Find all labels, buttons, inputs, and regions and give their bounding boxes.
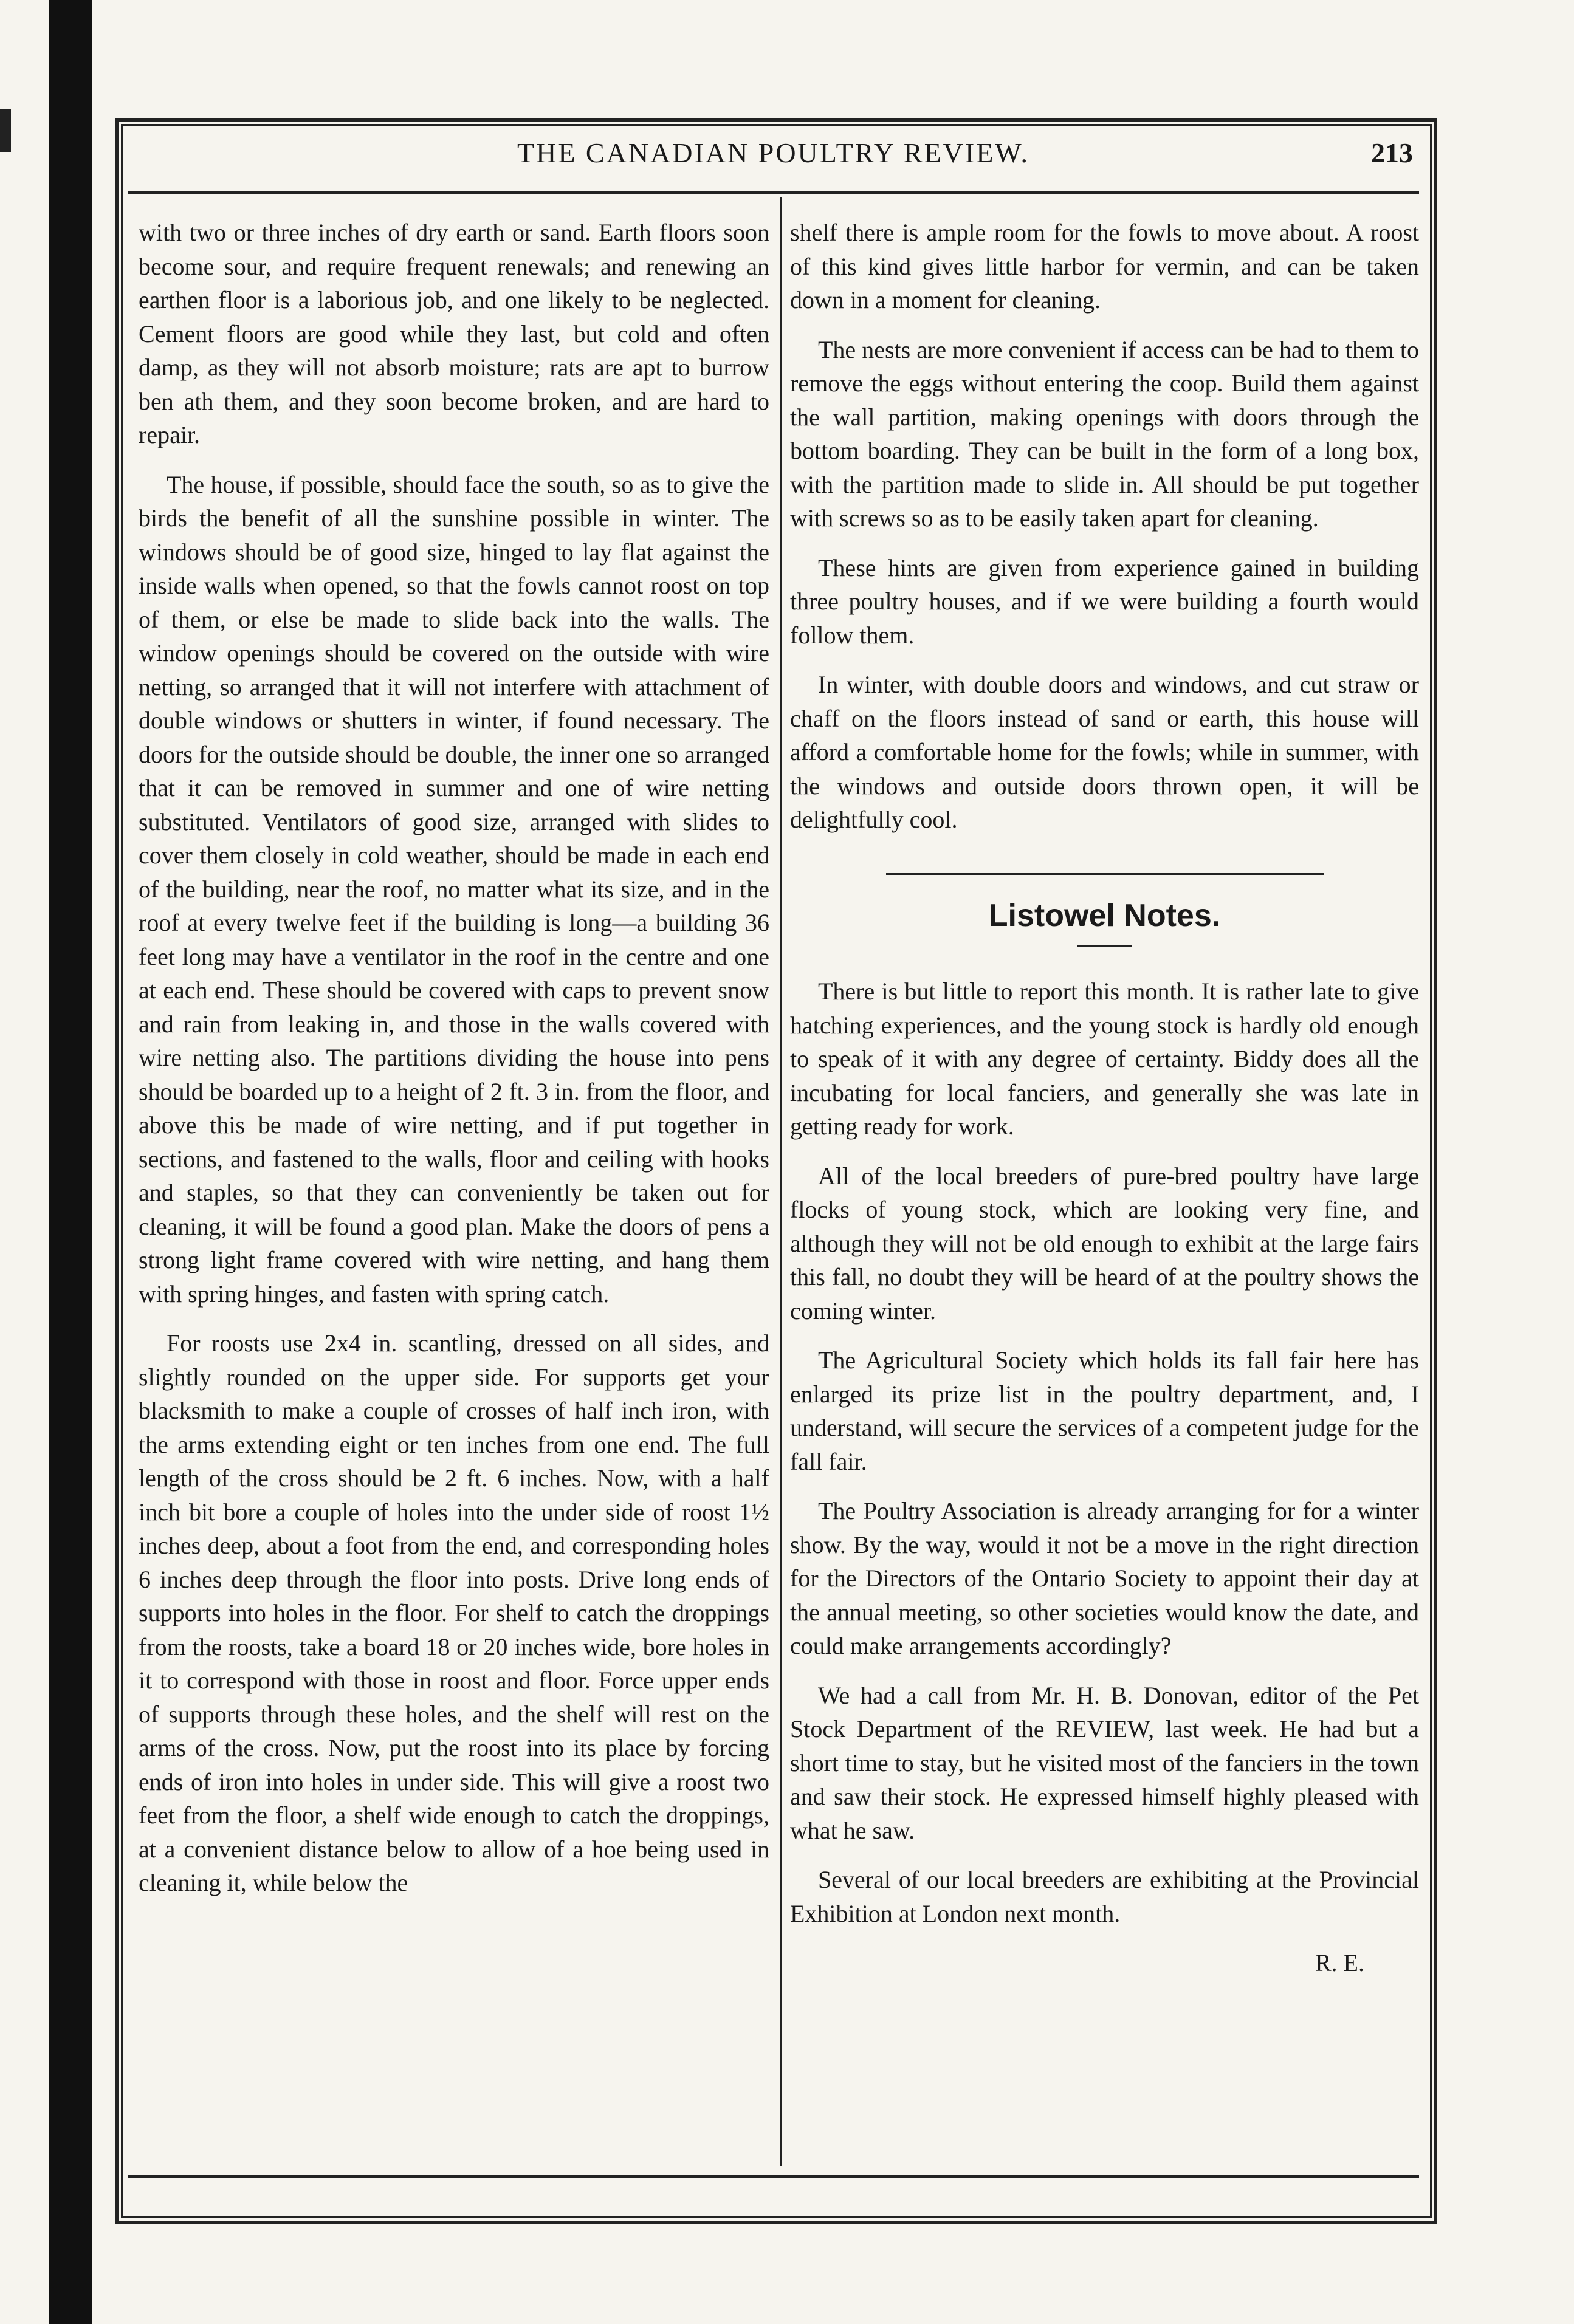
column-divider: [780, 197, 782, 2166]
scan-binding-edge: [49, 0, 92, 2324]
paragraph: Several of our local breeders are exhibiting at the Provincial Exhibition at London next month.: [790, 1866, 1419, 1927]
paragraph: The house, if possible, should face the south, so as to give the birds the benefit of all the sunshine possible in winter. The windows should be of good size, hinged to lay flat against the inside walls when opened, so that the fowls cannot roost on top of them, or else be made to slide back into the walls. The window openings should be covered on the outside with wire netting, so arranged that it will not interfere with attachment of double windows or shutters in winter, if found necessary. The doors for the outside should be double, the inner one so arranged that it can be removed in summer and one of wire netting substituted. Ventilators of good size, arranged with slides to cover them closely in cold weather, should be made in each end of the building, near the roof, no matter what its size, and in the roof at every twelve feet if the building is long—a building 36 feet long may have a ventilator in the roof in the centre and one at each end. These should be covered with caps to prevent snow and rain from leaking in, and those in the walls covered with wire netting also. The partitions dividing the house into pens should be boarded up to a height of 2 ft. 3 in. from the floor, and above this be made of wire netting, and if put together in sections, and fastened to the walls, floor and ceiling with hooks and staples, so that they can conveniently be taken out for cleaning, it will be found a good plan. Make the doors of pens a strong light frame covered with wire netting, and hang them with spring hinges, and fasten with spring catch.: [139, 470, 769, 1308]
paragraph: In winter, with double doors and windows, and cut straw or chaff on the floors instead of sand or earth, this house will afford a comfortable home for the fowls; while in summer, with the windows and outside doors thrown open, it will be delightfully cool.: [790, 671, 1419, 833]
page-number: 213: [1371, 137, 1413, 168]
right-column: [790, 216, 1419, 1996]
paragraph: These hints are given from experience gained in building three poultry houses, and if we were building a fourth would follow them.: [790, 554, 1419, 649]
paragraph: All of the local breeders of pure-bred poultry have large flocks of young stock, which are looking very fine, and although they will not be old enough to exhibit at the large fairs this fall, no doubt they will be heard of at the poultry shows the coming winter.: [790, 1162, 1419, 1325]
header-rule: [128, 191, 1419, 194]
paragraph: There is but little to report this month. It is rather late to give hatching experiences, and the young stock is hardly old enough to speak of it with any degree of certainty. Biddy does all the incubating for local fanciers, and generally she was late in getting ready for work.: [790, 978, 1419, 1140]
running-title: THE CANADIAN POULTRY REVIEW.: [517, 137, 1029, 168]
paragraph: shelf there is ample room for the fowls to move about. A roost of this kind gives little harbor for vermin, and can be taken down in a moment for cleaning.: [790, 219, 1419, 314]
title-underline: [1077, 945, 1132, 947]
section-title: Listowel Notes.: [988, 897, 1221, 933]
signature: R. E.: [1315, 1949, 1364, 1976]
section-divider: [886, 873, 1324, 875]
paragraph: We had a call from Mr. H. B. Donovan, editor of the Pet Stock Department of the REVIEW, last week. He had but a short time to stay, but he visited most of the fanciers in the town and saw their stock. He expressed himself highly pleased with what he saw.: [790, 1681, 1419, 1844]
paragraph: The nests are more convenient if access can be had to them to remove the eggs without entering the coop. Build them against the wall partition, making openings with doors through the bottom boarding. They can be built in the form of a long box, with the partition made to slide in. All should be put together with screws so as to be easily taken apart for cleaning.: [790, 335, 1419, 532]
paragraph: The Agricultural Society which holds its fall fair here has enlarged its prize list in the poultry department, and, I understand, will secure the services of a competent judge for the fall fair.: [790, 1346, 1419, 1475]
paragraph: The Poultry Association is already arranging for for a winter show. By the way, would it not be a move in the right direction for the Directors of the Ontario Society to appoint their day at the annual meeting, so other societies would know the date, and could make arrangements accordingly?: [790, 1497, 1419, 1659]
page-header: [128, 137, 1419, 191]
left-column: [139, 216, 769, 1916]
paragraph: For roosts use 2x4 in. scantling, dressed on all sides, and slightly rounded on the upper side. For supports get your blacksmith to make a couple of crosses of half inch iron, with the arms extending eight or ten inches from one end. The full length of the cross should be 2 ft. 6 inches. Now, with a half inch bit bore a couple of holes into the under side of roost 1½ inches deep, about a foot from the end, and corresponding holes 6 inches deep through the floor into posts. Drive long ends of supports into holes in the floor. For shelf to catch the droppings from the roosts, take a board 18 or 20 inches wide, bore holes in it to correspond with those in roost and floor. Force upper ends of supports through these holes, and the shelf will rest on the arms of the cross. Now, put the roost into its place by forcing ends of iron into holes in under side. This will give a roost two feet from the floor, a shelf wide enough to catch the droppings, at a convenient distance below to allow of a hoe being used in cleaning it, while below the: [139, 1329, 769, 1896]
footer-rule: [128, 2175, 1419, 2178]
scan-mark: [0, 109, 11, 152]
paragraph: with two or three inches of dry earth or sand. Earth floors soon become sour, and require frequent renewals; and renewing an earthen floor is a laborious job, and one likely to be neglected. Cement floors are good while they last, but cold and often damp, as they will not absorb moisture; rats are apt to burrow ben ath them, and they soon become broken, and are hard to repair.: [139, 219, 769, 448]
